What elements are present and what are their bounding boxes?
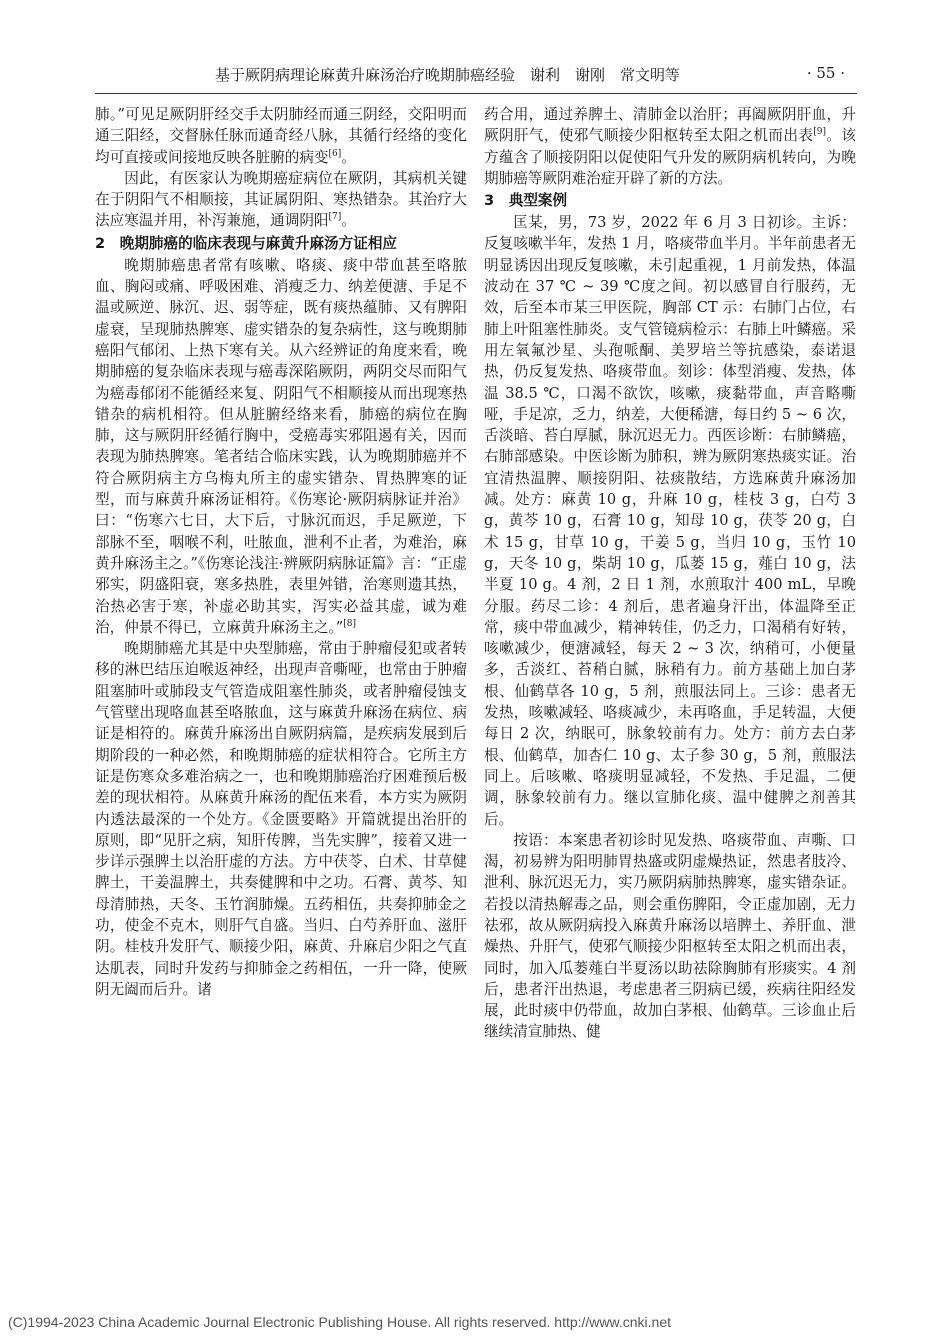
right-column [484, 104, 856, 1284]
page-header [95, 64, 865, 90]
paragraph [95, 168, 467, 232]
paragraph-text: 药合用，通过养脾土、清肺金以治肝；再阖厥阴肝血，升厥阴肝气，使邪气顺接少阳枢转至太阳之机而出表 [484, 106, 856, 145]
paragraph-text: 。 [341, 212, 356, 230]
paragraph-text: 。 [341, 148, 356, 166]
running-title: 基于厥阴病理论麻黄升麻汤治疗晚期肺癌经验 谢利 谢刚 常文明等 [215, 66, 681, 84]
citation[interactable]: [8] [343, 618, 357, 629]
left-column [95, 104, 467, 1284]
paragraph: 匡某，男，73 岁，2022 年 6 月 3 日初诊。主诉：反复咳嗽半年，发热 1 月，咯痰带血半月。半年前患者无明显诱因出现反复咳嗽，未引起重视，1 月前发热，体温波动在 37 ℃ ~ 39 ℃度之间。初以感冒自行服药，无效，后至本市某三甲医院，胸部 CT 示：右肺门占位，右肺上叶阻塞性肺炎。支气管镜病检示：右肺上叶鳞癌。采用左氧氟沙星、头孢哌酮、美罗培兰等抗感染，泰诺退热，仍反复发热、咯痰带血。刻诊：体型消瘦、发热，体温 38.5 ℃，口渴不欲饮，咳嗽，痰黏带血，声音略嘶哑，手足凉，乏力，纳差，大便稀溏，每日约 5 ~ 6 次，舌淡暗、苔白厚腻，脉沉迟无力。西医诊断：右肺鳞癌，右肺部感染。中医诊断为肺积，辨为厥阴寒热痰实证。治宜清热温脾、顺接阴阳、祛痰散结，方选麻黄升麻汤加减。处方：麻黄 10 g，升麻 10 g，桂枝 3 g，白芍 3 g，黄芩 10 g，石膏 10 g，知母 10 g，茯苓 20 g，白术 15 g，甘草 10 g，干姜 5 g，当归 10 g，玉竹 10 g，天冬 10 g，柴胡 10 g，瓜蒌 15 g，薤白 10 g，法半夏 10 g。4 剂，2 日 1 剂，水煎取汁 400 mL，早晚分服。药尽二诊：4 剂后，患者遍身汗出，体温降至正常，痰中带血减少，精神转佳，仍乏力，口渴稍有好转，咳嗽减少，便溏减轻，每天 2 ~ 3 次，纳稍可，小便量多，舌淡红、苔稍白腻，脉稍有力。前方基础上加白茅根、仙鹤草各 10 g，5 剂，煎服法同上。三诊：患者无发热，咳嗽减轻、咯痰减少，未再咯血，手足转温，大便每日 2 次，纳眠可，脉象较前有力。处方：前方去白茅根、仙鹤草，加杏仁 10 g、太子参 30 g，5 剂，煎服法同上。后咳嗽、咯痰明显减轻，不发热、手足温，二便调，脉象较前有力。继以宣肺化痰、温中健脾之剂善其后。 [484, 214, 856, 828]
copyright-footer: (C)1994-2023 China Academic Journal Electronic Publishing House. All rights reserved. http://www.cnki.net [8, 1314, 671, 1330]
citation[interactable]: [9] [813, 127, 827, 138]
paragraph-text: 肺。”可见足厥阴肝经交手太阴肺经而通三阴经，交阳明而通三阳经，交督脉任脉而通奇经八脉，其循行经络的变化均可直接或间接地反映各脏腑的病变 [95, 106, 467, 166]
paragraph [484, 104, 856, 189]
paragraph-text: 因此，有医家认为晚期癌症病位在厥阴，其病机关键在于阴阳气不相顺接，其证属阴阳、寒热错杂。其治疗大法应寒温并用，补泻兼施，通调阴阳 [95, 169, 467, 230]
paragraph: 晚期肺癌尤其是中央型肺癌，常由于肿瘤侵犯或者转移的淋巴结压迫喉返神经，出现声音嘶哑，也常由于肿瘤阻塞肺叶或肺段支气管造成阻塞性肺炎，或者肿瘤侵蚀支气管壁出现咯血甚至咯脓血，这与麻黄升麻汤在病位、病证是相符的。麻黄升麻汤出自厥阴病篇，是疾病发展到后期阶段的一种必然，和晚期肺癌的症状相符合。它所主方证是伤寒众多难治病之一，也和晚期肺癌治疗困难预后极差的现状相符。从麻黄升麻汤的配伍来看，本方实为厥阴内透法最深的一个处方。《金匮要略》开篇就提出治肝的原则，即“见肝之病，知肝传脾，当先实脾”，接着又进一步详示强脾土以治肝虚的方法。方中茯苓、白术、甘草健脾土，干姜温脾土，共奏健脾和中之功。石膏、黄芩、知母清肺热，天冬、玉竹润肺燥。五药相伍，共奏抑肺金之功，使金不克木，则肝气自盛。当归、白芍养肝血、滋肝阴。桂枝升发肝气、顺接少阳，麻黄、升麻启少阳之气直达肌表，同时升发药与抑肺金之药相伍，一升一降，使厥阴无阖而后升。诸 [95, 640, 467, 998]
paragraph [95, 104, 467, 168]
paragraph-text: 晚期肺癌患者常有咳嗽、咯痰、痰中带血甚至咯脓血、胸闷或痛、呼吸困难、消瘦乏力、纳差便溏、手足不温或厥逆、脉沉、迟、弱等症，既有痰热蕴肺、又有脾阳虚衰，呈现肺热脾寒、虚实错杂的复杂病性，这与晚期肺癌阳气郁闭、上热下寒有关。从六经辨证的角度来看，晚期肺癌的复杂临床表现与癌毒深陷厥阴，两阴交尽而阳气为癌毒郁闭不能循经来复、阴阳气不相顺接从而出现寒热错杂的病机相符。但从脏腑经络来看，肺癌的病位在胸肺，这与厥阴肝经循行胸中，受癌毒实邪阻遏有关，因而表现为肺热脾寒。笔者结合临床实践，认为晚期肺癌并不符合厥阴病主方乌梅丸所主的虚实错杂、胃热脾寒的证型，而与麻黄升麻汤证相符。《伤寒论·厥阴病脉证并治》曰：“伤寒六七日，大下后，寸脉沉而迟，手足厥逆，下部脉不至，咽喉不利，吐脓血，泄利不止者，为难治，麻黄升麻汤主之。”《伤寒论浅注·辨厥阴病脉证篇》言：“正虚邪实，阴盛阳衰，寒多热胜，表里舛错，治寒则遗其热，治热必害于寒，补虚必助其实，泻实必益其虚，诚为难治，仲景不得已，立麻黄升麻汤主之。” [95, 256, 467, 636]
paragraph: 按语：本案患者初诊时见发热、咯痰带血、声嘶、口渴，初易辨为阳明肺胃热盛或阴虚燥热证，然患者肢冷、泄利、脉沉迟无力，实乃厥阴病肺热脾寒，虚实错杂证。若投以清热解毒之品，则会重伤脾阳，令正虚加剧，无力祛邪，故从厥阴病投入麻黄升麻汤以培脾土、养肝血、泄燥热、升肝气，使邪气顺接少阳枢转至太阳之机而出表，同时，加入瓜蒌薤白半夏汤以助祛除胸肺有形痰实。4 剂后，患者汗出热退，考虑患者三阴病已缓，疾病往阳经发展，此时痰中仍带血，故加白茅根、仙鹤草。三诊血止后继续清宣肺热、健 [484, 831, 856, 1041]
header-divider [95, 93, 857, 94]
citation[interactable]: [6] [328, 148, 342, 159]
page-number: · 55 · [806, 64, 845, 82]
paragraph-text: 。该方蕴含了顺接阴阳以促使阳气升发的厥阴病机转向，为晚期肺癌等厥阴难治症开辟了新的方法。 [484, 127, 856, 187]
section-heading: 2 晚期肺癌的临床表现与麻黄升麻汤方证相应 [95, 234, 398, 252]
paragraph [95, 255, 467, 638]
citation[interactable]: [7] [328, 212, 342, 223]
section-heading: 3 典型案例 [484, 192, 568, 210]
